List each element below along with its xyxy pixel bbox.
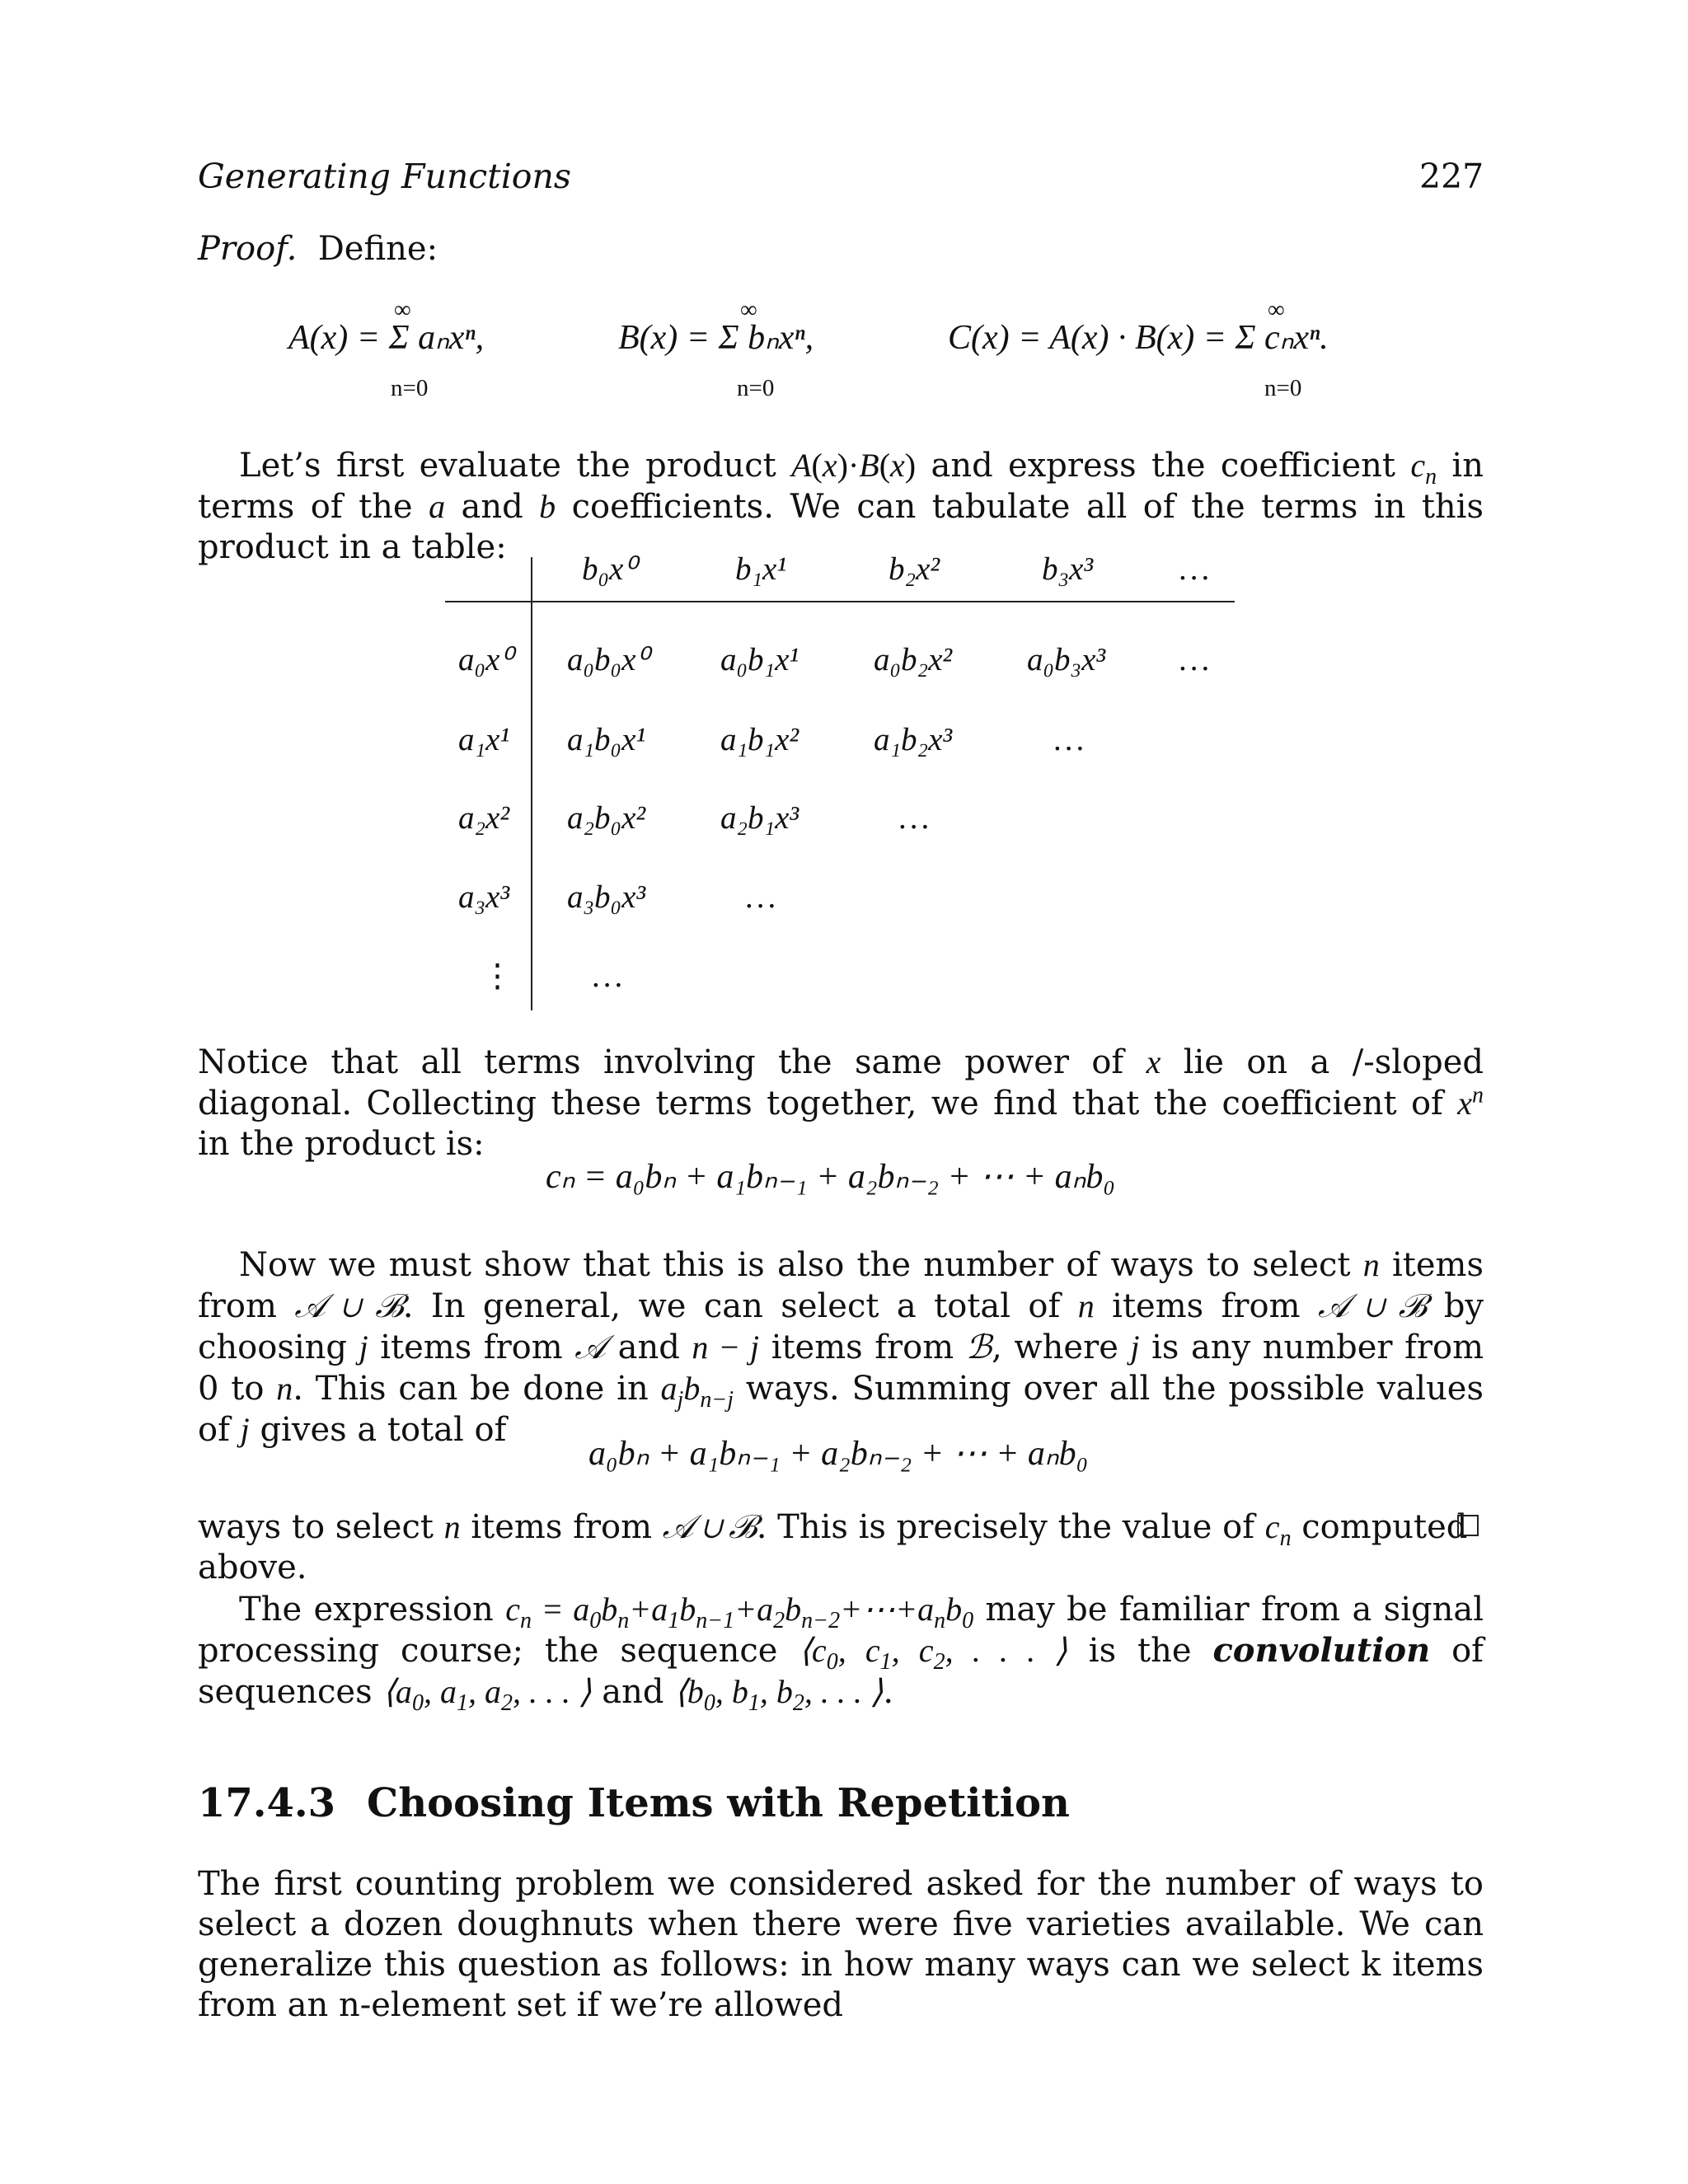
col-header: b₀x⁰ xyxy=(582,551,637,587)
sum-upper-c: ∞ xyxy=(1268,297,1285,323)
table-cell: a₀b₂x² xyxy=(874,642,953,677)
table-cell: ... xyxy=(1179,642,1213,677)
row-header: ⋮ xyxy=(481,958,513,994)
table-horizontal-rule xyxy=(445,601,1235,602)
p3-t2: items from xyxy=(198,1246,1484,1325)
row-header: a₂x² xyxy=(458,800,510,836)
table-cell: ... xyxy=(592,958,626,994)
p5-t1: The expression xyxy=(239,1591,506,1629)
p1-t4: and xyxy=(445,488,540,526)
paragraph-conclusion: ways to select n items from 𝒜 ∪ ℬ. This is precisely the value of $c_n$ computed above. xyxy=(198,1508,1468,1586)
p3-t5: by choosing xyxy=(198,1287,1484,1366)
sum-lower-b: n=0 xyxy=(737,375,775,401)
p2-t1: Notice that all terms involving the same power of xyxy=(198,1043,1146,1081)
proof-intro xyxy=(198,229,1484,269)
table-cell: a₂b₀x² xyxy=(567,800,646,836)
p3-t13: gives a total of xyxy=(249,1411,507,1449)
row-header: a₁x¹ xyxy=(458,722,510,757)
convolution-term: convolution xyxy=(1212,1631,1431,1670)
eq-c-text: C(x) = A(x) · B(x) = Σ cₙxⁿ. xyxy=(948,319,1329,357)
paragraph-product: Let’s first evaluate the product A(x)·B(x) and express the coefficient $c_n$ in terms of the a and b coefficients. We can tabulate all of the terms in this product in a table: xyxy=(198,447,1484,566)
running-title: Generating Functions xyxy=(198,157,571,196)
p3-t3: . In general, we can select a total of xyxy=(402,1287,1078,1325)
table-cell: a₀b₀x⁰ xyxy=(567,642,649,677)
paragraph-selection: Now we must show that this is also the number of ways to select n items from 𝒜 ∪ ℬ. In general, we can select a total of n items from 𝒜 ∪ ℬ by choosing j items from 𝒜 and n − j items from ℬ, where j is any number from 0 to n. This can be done in $a_jb_{n-j}$ ways. Summing over all the possible values of j gives a total of xyxy=(198,1246,1484,1449)
paragraph-repetition: The first counting problem we considered asked for the number of ways to select a dozen doughnuts when there were five varieties available. We can generalize this question as follows: in how many ways can we select k items from an n-element set if we’re allowed xyxy=(198,1865,1484,2024)
p3-t9: , where xyxy=(992,1329,1131,1366)
p5-t3: is the xyxy=(1067,1632,1213,1670)
proof-label: Proof. xyxy=(198,230,298,268)
table-cell: ... xyxy=(745,879,780,915)
sum-upper-a: ∞ xyxy=(394,297,411,323)
table-cell: ... xyxy=(898,800,933,836)
paragraph-diagonal: Notice that all terms involving the same power of x lie on a /-sloped diagonal. Collecting these terms together, we find that the coefficient of $x^n$ in the product is: xyxy=(198,1043,1484,1163)
proof-define: Define: xyxy=(317,230,438,268)
eq-a-def xyxy=(288,316,484,358)
sum-upper-b: ∞ xyxy=(740,297,757,323)
p4-t1: ways to select xyxy=(198,1508,444,1546)
equation-sum: a₀bₙ + a₁bₙ₋₁ + a₂bₙ₋₂ + ⋯ + aₙb₀ xyxy=(588,1435,1089,1473)
paragraph-convolution: The expression $c_n$ = $a_0b_n+a_1b_{n-1}+a_2b_{n-2}+\cdots+a_nb_0$ may be familiar from a signal processing course; the sequence $⟨c_0$, $c_1$, $c_2$, . . . ⟩ is the convolution of sequences $⟨a_0$, $a_1$, $a_2$, . . . ⟩ and $⟨b_0$, $b_1$, $b_2$, . . . ⟩. xyxy=(198,1591,1484,1716)
p1-t5: coefficients. We can tabulate all of the terms in this product in a table: xyxy=(198,488,1484,566)
p2-t3: in the product is: xyxy=(198,1125,485,1163)
p3-t4: items from xyxy=(1094,1287,1318,1325)
p4-t3: . This is precisely the value of xyxy=(756,1508,1265,1546)
table-cell: ... xyxy=(1053,722,1088,757)
table-cell: a₁b₂x³ xyxy=(874,722,953,757)
p3-t8: items from xyxy=(759,1329,966,1366)
eq-b-def xyxy=(618,316,814,358)
col-header: b₂x² xyxy=(889,551,940,587)
table-cell: a₁b₀x¹ xyxy=(567,722,646,757)
p3-t6: items from xyxy=(368,1329,575,1366)
col-header: b₁x¹ xyxy=(735,551,787,587)
col-header: b₃x³ xyxy=(1042,551,1094,587)
p5-t5: and xyxy=(591,1673,675,1711)
p5-t6: . xyxy=(883,1673,894,1711)
row-header: a₃x³ xyxy=(458,879,510,915)
table-cell: a₀b₃x³ xyxy=(1027,642,1106,677)
table-cell: a₀b₁x¹ xyxy=(720,642,799,677)
p3-t11: . This can be done in xyxy=(293,1370,661,1408)
sum-lower-c: n=0 xyxy=(1264,375,1302,401)
section-title: Choosing Items with Repetition xyxy=(367,1780,1070,1826)
table-cell: a₁b₁x² xyxy=(720,722,799,757)
eq-a-text: A(x) = Σ aₙxⁿ, xyxy=(288,319,485,357)
table-cell: a₃b₀x³ xyxy=(567,879,646,915)
p1-t1: Let’s first evaluate the product xyxy=(239,447,792,485)
eq-b-text: B(x) = Σ bₙxⁿ, xyxy=(618,319,814,357)
eq-c-def xyxy=(948,316,1329,358)
p5-t4: of sequences xyxy=(198,1632,1484,1711)
p3-t10: is any number from 0 to xyxy=(198,1329,1484,1408)
p3-t7: and xyxy=(606,1329,692,1366)
sum-lower-a: n=0 xyxy=(391,375,429,401)
p3-t12: ways. Summing over all the possible values of xyxy=(198,1370,1484,1449)
table-vertical-rule xyxy=(531,557,532,1010)
table-cell: a₂b₁x³ xyxy=(720,800,799,836)
p1-t2: and express the coefficient xyxy=(916,447,1411,485)
p1-t3: in terms of the xyxy=(198,447,1484,526)
row-header: a₀x⁰ xyxy=(458,642,513,677)
p4-t2: items from xyxy=(460,1508,663,1546)
col-header: ... xyxy=(1179,551,1213,587)
qed-box-icon xyxy=(1457,1515,1479,1536)
p5-t2: may be familiar from a signal processing course; the sequence xyxy=(198,1591,1484,1670)
page-number: 227 xyxy=(1419,157,1484,196)
section-number: 17.4.3 xyxy=(198,1780,336,1826)
p3-t1: Now we must show that this is also the number of ways to select xyxy=(239,1246,1363,1284)
equation-cn: cₙ = a₀bₙ + a₁bₙ₋₁ + a₂bₙ₋₂ + ⋯ + aₙb₀ xyxy=(546,1158,1115,1196)
section-heading xyxy=(198,1779,1070,1828)
p2-t2: lie on a /-sloped diagonal. Collecting these terms together, we find that the coefficient of xyxy=(198,1043,1484,1122)
p4-t4: computed above. xyxy=(198,1508,1468,1586)
